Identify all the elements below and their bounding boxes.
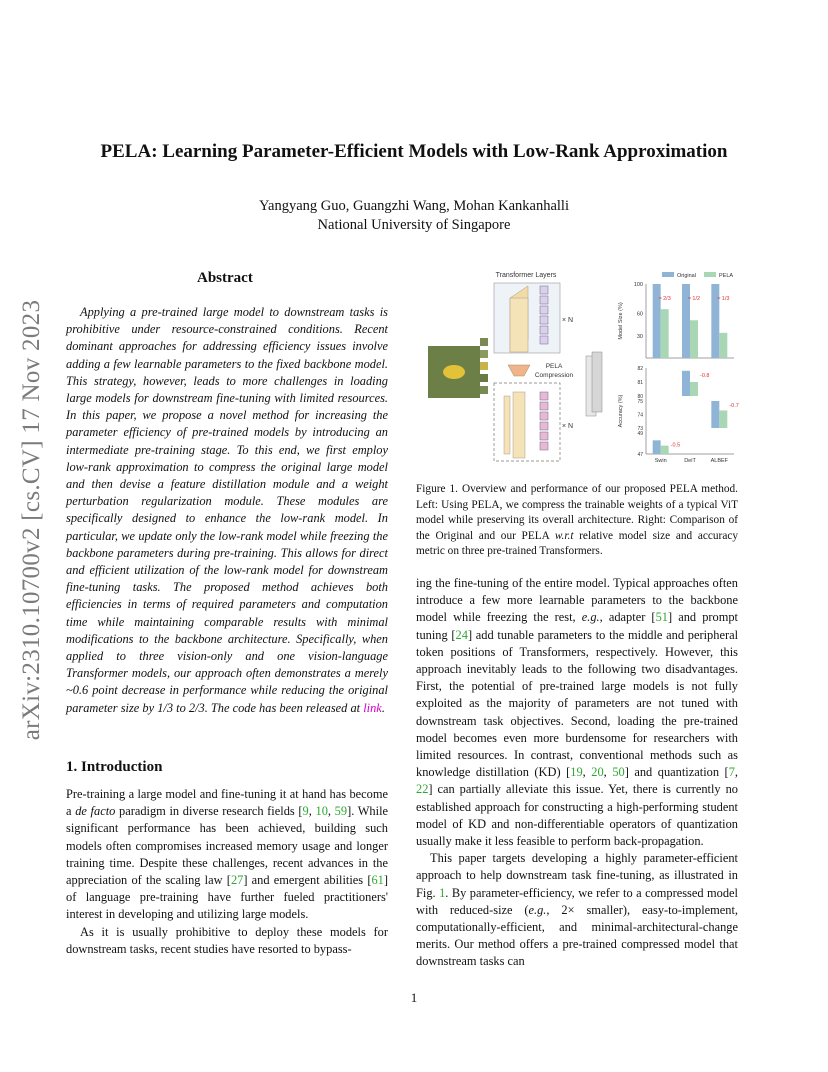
citation-22[interactable]: 22 <box>416 782 429 797</box>
times-n-top: × N <box>562 317 574 324</box>
text-span: ] and emergent abilities [ <box>243 873 372 888</box>
arxiv-id: arXiv:2310.10700v2 [cs.CV] 17 Nov 2023 <box>18 299 45 741</box>
citation-7[interactable]: 7 <box>728 765 735 780</box>
citation-24[interactable]: 24 <box>455 627 468 642</box>
caption-emphasis: w.r.t <box>554 529 574 542</box>
token-column-compressed <box>540 392 548 450</box>
y-tick-label: 75 <box>637 399 643 405</box>
bar-pela <box>690 382 698 396</box>
text-span: ing the fine-tuning of the entire model. Typical approaches often introduce a few more learnable parameters to the backbone model while freezing the rest, <box>416 576 738 625</box>
y-tick-label: 60 <box>636 311 643 318</box>
text-span: ] and prompt tuning [ <box>416 610 738 642</box>
accuracy-annotation: -0.8 <box>700 372 710 379</box>
text-span: , adapter [ <box>599 610 656 625</box>
legend-swatch-pela <box>704 272 716 277</box>
accuracy-chart <box>618 366 739 464</box>
text-span: This paper targets developing a highly parameter-efficient approach to help downstream task fine-tuning, as illustrated in Fig. <box>416 851 738 900</box>
y-tick-label: 30 <box>636 333 643 340</box>
citation-9[interactable]: 9 <box>302 804 309 819</box>
citation-51[interactable]: 51 <box>655 610 668 625</box>
transformer-layers-label: Transformer Layers <box>495 272 557 279</box>
abstract-heading: Abstract <box>197 270 253 286</box>
accuracy-annotation: -0.7 <box>729 403 739 409</box>
times-n-bottom: × N <box>562 423 574 430</box>
bar-pela <box>719 333 727 358</box>
text-span: ] and quantization [ <box>624 765 729 780</box>
right-column-body <box>416 575 738 971</box>
abstract-end: . <box>381 700 385 715</box>
intro-body <box>66 786 388 958</box>
y-tick-label: 49 <box>637 431 643 437</box>
citation-10[interactable]: 10 <box>315 804 328 819</box>
y-axis-label: Model Size (%) <box>618 302 624 340</box>
code-link[interactable]: link <box>363 700 382 715</box>
right-paragraph-2 <box>416 850 738 970</box>
citation-50[interactable]: 50 <box>612 765 625 780</box>
chart-legend <box>662 272 733 279</box>
text-span: ] can partially alleviate this issue. Yet, there is currently no established approach for constructing a high-performing student model of KD and non-differentiable operators of quantization usually make it less feasible to perform back-propagation. <box>416 782 738 849</box>
size-annotation: ≈ 2/3 <box>658 296 671 302</box>
affiliation: National University of Singapore <box>317 217 511 233</box>
text-span: paradigm in diverse research fields [ <box>115 804 303 819</box>
lowrank-a <box>504 396 510 454</box>
compression-label: Compression <box>534 372 574 379</box>
author-names: Yangyang Guo, Guangzhi Wang, Mohan Kankanhalli <box>258 198 569 214</box>
text-span: ] of language pre-training have further fueled practitioners' interest in developing and utilizing large models. <box>66 873 389 922</box>
caption-text-end: relative model size and accuracy metric on three pre-trained Transformers. <box>416 529 738 558</box>
layer-stack-2 <box>592 352 602 412</box>
intro-paragraph-2: As it is usually prohibitive to deploy these models for downstream tasks, recent studies have resorted to bypass- <box>66 924 388 956</box>
text-span: ] add tunable parameters to the middle and peripheral token positions of Transformers, respectively. However, this approach inevitably leads to the following two disadvantages. First, the potential of pre-trained large models is not fully exploited as the majority of parameters are not tuned with downstream task objectives. Second, loading the pre-trained model becomes even more burdensome for researchers with limited resources. In contrast, conventional methods such as knowledge distillation (KD) [ <box>416 627 739 780</box>
caption-text: Figure 1. Overview and performance of our proposed PELA method. Left: Using PELA, we compress the trainable weights of a typical ViT model while preserving its overall architecture. Right: Comparison of the Original and our PELA <box>416 483 738 542</box>
right-paragraph-1: ing the fine-tuning of the entire model. Typical approaches often introduce a few more learnable parameters to the backbone model while freezing the rest, e.g., adapter [51] and prompt tuning [24] add tunable parameters to the middle and peripheral token positions of Transformers, respectively. However, this approach inevitably leads to the following two disadvantages. First, the potential of pre-trained large models is not fully exploited as the majority of parameters are not tuned with downstream task objectives. Second, loading the pre-trained model becomes even more burdensome for researchers with limited resources. In contrast, conventional methods such as knowledge distillation (KD) [19, 20, 50] and quantization [7, 22] can partially alleviate this issue. Yet, there is currently no established approach for constructing a high-performing student model of KD and non-differentiable operators of quantization usually make it less feasible to perform back-propagation. <box>416 576 739 849</box>
citation-27[interactable]: 27 <box>230 873 244 888</box>
page-number: 1 <box>410 990 418 1005</box>
compression-icon <box>508 365 530 376</box>
size-annotation: ≈ 1/2 <box>687 296 701 302</box>
paper-title: PELA: Learning Parameter-Efficient Models with Low-Rank Approximation <box>100 141 728 162</box>
intro-paragraph-1: Pre-training a large model and fine-tuning it at hand has become a de facto paradigm in diverse research fields [9, 10, 59]. While significant performance has been achieved, building such models often compromises increased memory usage and longer training time. Despite these challenges, recent advances in the appreciation of the scaling law [27] and emergent abilities [61] of language pre-training have further fueled practitioners' interest in developing and utilizing large models. <box>66 787 389 922</box>
model-size-chart <box>618 282 734 358</box>
y-tick-label: 82 <box>637 366 643 372</box>
bird-shape <box>443 365 465 379</box>
text-span: . By parameter-efficiency, we refer to a compressed model with reduced-size ( <box>416 885 738 917</box>
abstract-text: Applying a pre-trained large model to downstream tasks is prohibitive under resource-constrained conditions. Recent dominant approaches for addressing efficiency issues involve adding a few learnable parameters to the fixed backbone model. This strategy, however, leads to more challenges in loading large models for downstream fine-tuning with limited resources. In this paper, we propose a novel method for increasing the parameter efficiency of pre-trained models by introducing an intermediate pre-training stage. To this end, we first employ low-rank approximation to compress the original large model and then devise a feature distillation module and a weight perturbation regularization module. These modules are specifically designed to enhance the low-rank model. In particular, we update only the low-rank model while freezing the backbone parameters during pre-training. This allows for direct and efficient utilization of the low-rank model for downstream fine-tuning tasks. The proposed method achieves both efficiencies in terms of required parameters and computation time while maintaining comparable results with minimal modifications to the backbone architecture. Specifically, when applied to three vision-only and one vision-language Transformer models, our approach often demonstrates a merely ~0.6 point decrease in performance while reducing the original parameter size by 1/3 to 2/3. The code has been released at <box>66 305 388 715</box>
figure-ref-1[interactable]: 1 <box>439 885 446 900</box>
bar-pela <box>690 320 698 358</box>
y-axis-label: Accuracy (%) <box>618 394 624 428</box>
text-span: Pre-training a large model and fine-tuning it at hand has become a <box>66 787 388 819</box>
size-annotation: ≈ 1/3 <box>717 296 730 302</box>
emphasis: e.g. <box>528 902 547 917</box>
citation-59[interactable]: 59 <box>334 804 348 819</box>
y-tick-label: 47 <box>637 452 643 458</box>
emphasis: de facto <box>75 804 116 819</box>
weight-block-front <box>510 298 528 352</box>
emphasis: e.g. <box>581 610 600 625</box>
y-tick-label: 73 <box>637 426 643 432</box>
y-tick-label: 74 <box>637 412 643 419</box>
lowrank-b <box>513 392 525 458</box>
legend-swatch-original <box>662 272 674 277</box>
section-heading-introduction: 1. Introduction <box>66 759 163 775</box>
author-block <box>0 197 828 235</box>
bar-pela <box>661 446 669 454</box>
pela-label: PELA <box>545 363 563 370</box>
x-tick-label: Swin <box>654 458 667 464</box>
arxiv-stamp <box>12 280 52 760</box>
bar-original <box>653 440 661 454</box>
citation-19[interactable]: 19 <box>570 765 583 780</box>
legend-label-pela: PELA <box>719 273 734 279</box>
y-tick-label: 100 <box>633 282 643 288</box>
bar-pela <box>719 410 727 428</box>
y-tick-label: 80 <box>637 394 643 400</box>
figure-1 <box>416 268 746 468</box>
bar-original <box>711 401 719 428</box>
x-tick-label: ALBEF <box>710 458 729 464</box>
figure-1-caption <box>416 482 738 560</box>
accuracy-annotation: -0.5 <box>670 442 681 449</box>
figure-1-graphic <box>416 268 746 468</box>
abstract-body <box>66 304 388 717</box>
legend-label-original: Original <box>677 273 696 279</box>
bar-pela <box>661 309 669 358</box>
text-span: , 2× smaller), easy-to-implement, computationally-efficient, and minimal-architectural-change merits. Our method offers a pre-trained compressed model that downstream tasks can <box>416 902 739 969</box>
bar-original <box>682 371 690 396</box>
text-span: ]. While significant performance has been achieved, building such models often compromises increased memory usage and longer training time. Despite these challenges, recent advances in the appreciation of the scaling law [ <box>66 804 389 888</box>
x-tick-label: DeiT <box>684 458 696 464</box>
citation-20[interactable]: 20 <box>591 765 604 780</box>
citation-61[interactable]: 61 <box>371 873 384 888</box>
y-tick-label: 81 <box>637 380 643 386</box>
patch-strip <box>480 338 488 394</box>
